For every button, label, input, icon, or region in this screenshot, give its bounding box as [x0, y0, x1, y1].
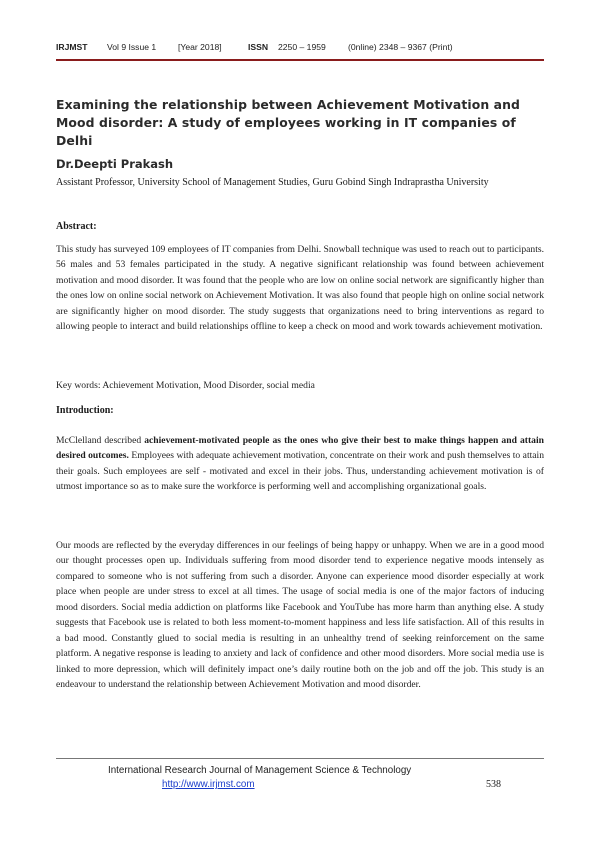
footer-divider [56, 758, 544, 759]
intro-p1-rest: Employees with adequate achievement motivation, concentrate on their work and push themselves to attain their goals. Such employees are self - motivated and excel in their jobs. Thus, understanding achievement motivation is of utmost importance so as to make sure the workforce is performing well and accomplishing organizational goals. [56, 450, 544, 493]
intro-p1-emphasis: achievement-motivated people as the ones who give their best to make things happen and attain desired outcomes. [56, 435, 544, 462]
author-affiliation: Assistant Professor, University School of Management Studies, Guru Gobind Singh Indraprastha University [56, 177, 489, 188]
header-journal: IRJMST [56, 42, 88, 52]
header-issn: 2250 – 1959 [278, 42, 326, 52]
introduction-paragraph-2: Our moods are reflected by the everyday differences in our feelings of being happy or unhappy. When we are in a good mood our thought processes open up. Individuals suffering from mood disorder tend to experience negative moods intensely as compared to someone who is not suffering from such a disorder. Anyone can experience mood disorder especially at work place when people are under stress to excel at all times. The usage of social media is one of the major factors of inducing mood disorders. Social media addiction on platforms like Facebook and YouTube has more harm than anything else. A study suggests that Facebook use is related to both less moment-to-moment happiness and less life satisfaction. All of this results in a bad mood. Constantly glued to social media is resulting in an unhealthy trend of seeking reinforcement on the same platform. A negative response is leading to anxiety and lack of confidence and other mood disorders. More social media use is linked to more depression, which will definitely impact one’s daily routine both on the job and off the job. This study is an endeavour to understand the relationship between Achievement Motivation and mood disorder. [56, 540, 544, 691]
intro-p1-start: McClelland described [56, 435, 145, 446]
footer-journal: International Research Journal of Management Science & Technology [108, 765, 412, 776]
header-year: [Year 2018] [178, 42, 222, 52]
keywords: Key words: Achievement Motivation, Mood Disorder, social media [56, 380, 315, 391]
author-name: Dr.Deepti Prakash [56, 157, 174, 171]
introduction-paragraph-1 [56, 433, 544, 495]
page-number: 538 [486, 779, 501, 790]
running-header [56, 42, 544, 56]
introduction-heading: Introduction: [56, 405, 114, 416]
paper-title: Examining the relationship between Achievement Motivation and Mood disorder: A study of employees working in IT companies of Delhi [56, 97, 521, 148]
journal-website-link[interactable]: http://www.irjmst.com [162, 779, 255, 790]
abstract-heading: Abstract: [56, 221, 97, 232]
header-volume: Vol 9 Issue 1 [107, 42, 157, 52]
header-divider [56, 59, 544, 61]
header-issn-label: ISSN [248, 42, 269, 52]
abstract-text: This study has surveyed 109 employees of IT companies from Delhi. Snowball technique was used to reach out to participants. 56 males and 53 females participated in the study. A negative significant relationship was found between achievement motivation and mood disorder. It was found that the people who are low on online social network are significantly higher than the ones low on online social network on Achievement Motivation. It was also found that people high on online social network are significantly higher on mood disorder. The study suggests that organizations need to bring interventions as regard to allowing people to interact and build relationships offline to keep a check on mood and work towards achievement motivation. [56, 244, 544, 333]
header-issn-print: (0nline) 2348 – 9367 (Print) [348, 42, 453, 52]
